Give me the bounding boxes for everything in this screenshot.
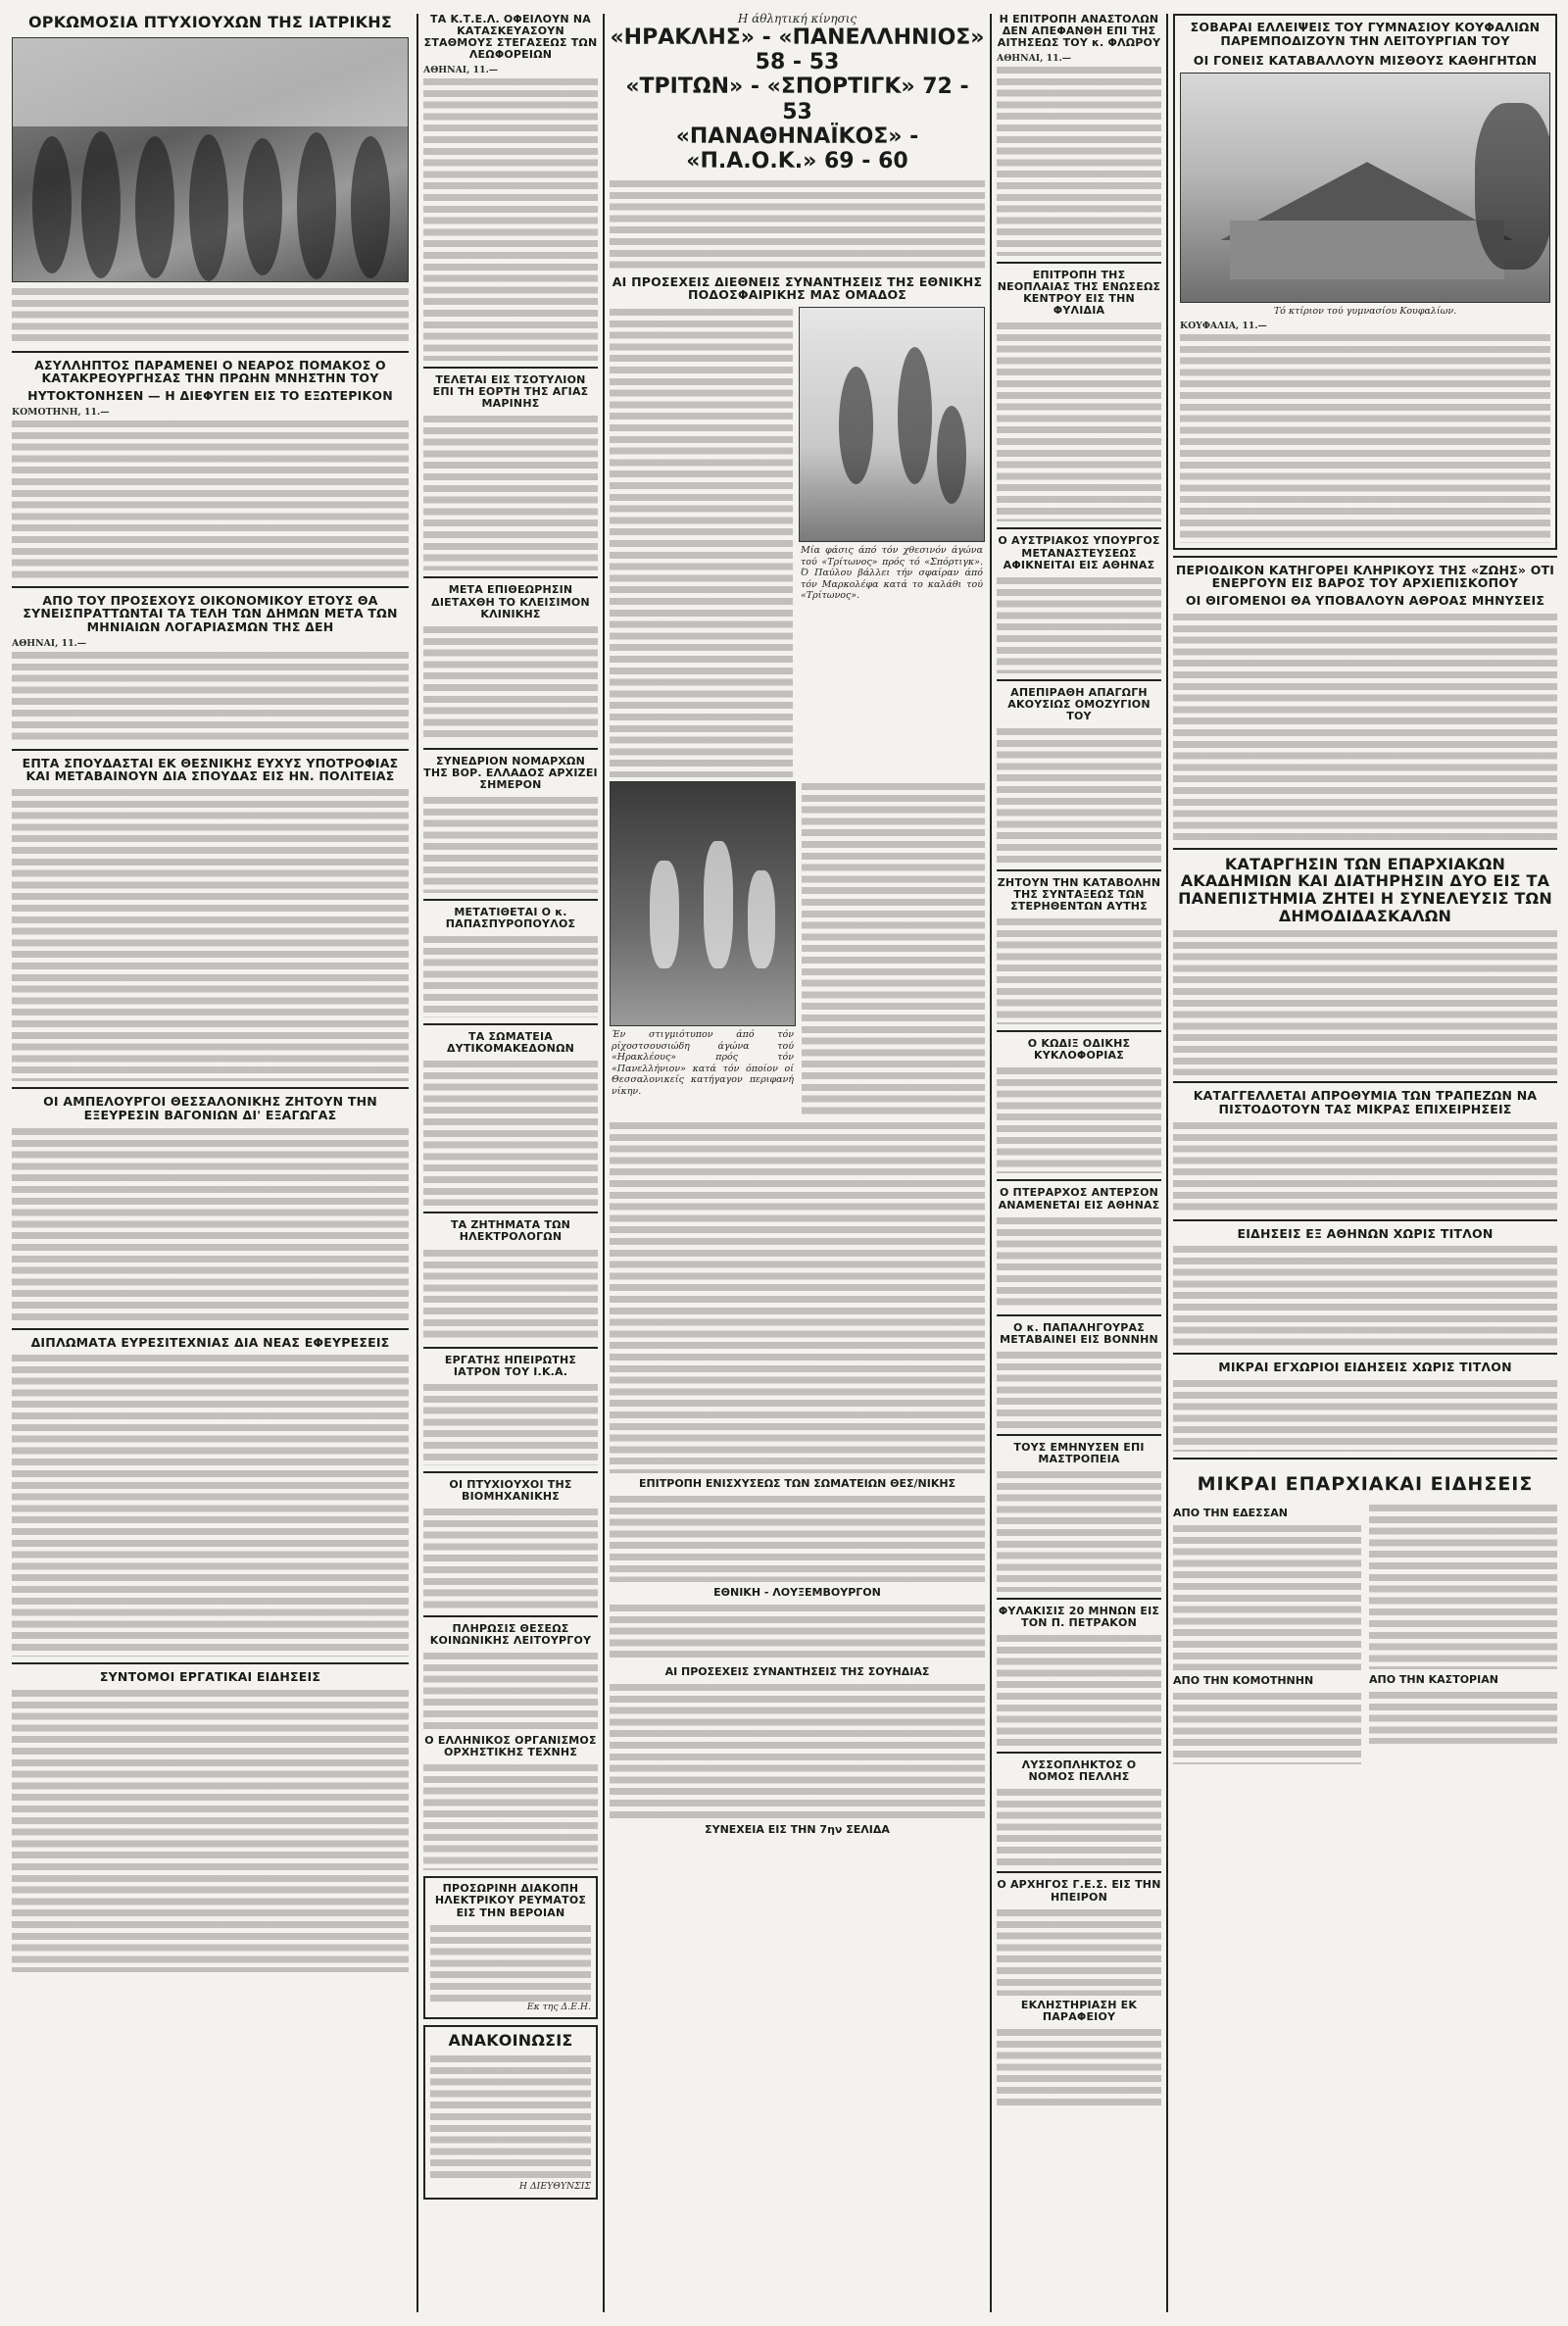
headline: ΑΠΟ ΤΟΥ ΠΡΟΣΕΧΟΥΣ ΟΙΚΟΝΟΜΙΚΟΥ ΕΤΟΥΣ ΘΑ ΣΥΝΕΙΣΠΡΑΤΤΩΝΤΑΙ ΤΑ ΤΕΛΗ ΤΩΝ ΔΗΜΩΝ ΜΕΤΑ ΤΩΝ ΜΗΝΙΑΙΩΝ ΛΟΓΑΡΙΑΣΜΩΝ ΤΗΣ ΔΕΗ (23, 592, 398, 635)
article-text (423, 76, 598, 361)
score-line: «ΤΡΙΤΩΝ» - «ΣΠΟΡΤΙΓΚ» 72 - 53 (625, 74, 969, 124)
subheadline: ΑΙ ΠΡΟΣΕΧΕΙΣ ΣΥΝΑΝΤΗΣΕΙΣ ΤΗΣ ΣΟΥΗΔΙΑΣ (664, 1665, 930, 1679)
article-text (12, 650, 409, 743)
column-1 (12, 14, 409, 1972)
subheadline: ΑΠΟ ΤΗΝ ΚΟΜΟΤΗΝΗΝ (1173, 1674, 1314, 1688)
article-text (1173, 1378, 1557, 1452)
headline: Ο ΑΥΣΤΡΙΑΚΟΣ ΥΠΟΥΡΓΟΣ ΜΕΤΑΝΑΣΤΕΥΣΕΩΣ ΑΦΙΚΝΕΙΤΑΙ ΕΙΣ ΑΘΗΝΑΣ (998, 534, 1160, 571)
headline: ΠΕΡΙΟΔΙΚΟΝ ΚΑΤΗΓΟΡΕΙ ΚΛΗΡΙΚΟΥΣ ΤΗΣ «ΖΩΗΣ» ΟΤΙ ΕΝΕΡΓΟΥΝ ΕΙΣ ΒΑΡΟΣ ΤΟΥ ΑΡΧΙΕΠΙΣΚΟΠΟΥ (1175, 562, 1555, 591)
article-text (1369, 1690, 1557, 1744)
column-4 (997, 14, 1161, 2105)
column-rule (603, 14, 605, 2312)
article-text (423, 624, 598, 742)
article-text (12, 1126, 409, 1322)
headline: ΣΟΒΑΡΑΙ ΕΛΛΕΙΨΕΙΣ ΤΟΥ ΓΥΜΝΑΣΙΟΥ ΚΟΥΦΑΛΙΩΝ ΠΑΡΕΜΠΟΔΙΖΟΥΝ ΤΗΝ ΛΕΙΤΟΥΡΓΙΑΝ ΤΟΥ (1190, 20, 1541, 48)
headline: ΔΙΠΛΩΜΑΤΑ ΕΥΡΕΣΙΤΕΧΝΙΑΣ ΔΙΑ ΝΕΑΣ ΕΦΕΥΡΕΣΕΙΣ (30, 1334, 390, 1350)
subheadline: ΑΠΟ ΤΗΝ ΕΔΕΣΣΑΝ (1173, 1507, 1288, 1520)
photo-caption (12, 286, 409, 345)
headline: ΑΣΥΛΛΗΠΤΟΣ ΠΑΡΑΜΕΝΕΙ Ο ΝΕΑΡΟΣ ΠΟΜΑΚΟΣ Ο ΚΑΤΑΚΡΕΟΥΡΓΗΣΑΣ ΤΗΝ ΠΡΩΗΝ ΜΝΗΣΤΗΝ ΤΟΥ (34, 357, 386, 386)
headline: ΜΕΤΑΤΙΘΕΤΑΙ Ο κ. ΠΑΠΑΣΠΥΡΟΠΟΥΛΟΣ (445, 906, 576, 931)
article-text (430, 1923, 591, 2002)
dateline: ΑΘΗΝΑΙ, 11.— (12, 637, 87, 649)
photo-caption: Μία φάσις άπό τόν χθεσινόν άγώνα τού «Τρίτωνος» πρός τό «Σπόρτιγκ». Ό Παύλου βάλλει τήν σφαίραν άπό τόν Μαρκολέφα κατά το καλάθι τού «Τρίτωνος». (801, 545, 983, 602)
article-text (997, 1633, 1161, 1746)
headline: Ο ΑΡΧΗΓΟΣ Γ.Ε.Σ. ΕΙΣ ΤΗΝ ΗΠΕΙΡΟΝ (997, 1878, 1161, 1904)
score-line: «ΗΡΑΚΛΗΣ» - «ΠΑΝΕΛΛΗΝΙΟΣ» 58 - 53 (610, 25, 985, 75)
article-text (997, 1350, 1161, 1428)
article-text (610, 178, 985, 272)
article-text (997, 1469, 1161, 1592)
headline: ΟΡΚΩΜΟΣΙΑ ΠΤΥΧΙΟΥΧΩΝ ΤΗΣ ΙΑΤΡΙΚΗΣ (27, 13, 392, 31)
continued-notice: ΣΥΝΕΧΕΙΑ ΕΙΣ ΤΗΝ 7ην ΣΕΛΙΔΑ (705, 1823, 890, 1837)
article-text (997, 726, 1161, 864)
article-text (610, 1120, 985, 1473)
article-text (1173, 1244, 1557, 1347)
article-text (1173, 1120, 1557, 1213)
headline: ΜΙΚΡΑΙ ΕΓΧΩΡΙΟΙ ΕΙΔΗΣΕΙΣ ΧΩΡΙΣ ΤΙΤΛΟΝ (1218, 1360, 1512, 1375)
basketball-photo (799, 307, 985, 542)
headline: ΛΥΣΣΟΠΛΗΚΤΟΣ Ο ΝΟΜΟΣ ΠΕΛΛΗΣ (1021, 1758, 1137, 1784)
headline: ΤΑ Κ.Τ.Ε.Λ. ΟΦΕΙΛΟΥΝ ΝΑ ΚΑΤΑΣΚΕΥΑΣΟΥΝ ΣΤΑΘΜΟΥΣ ΣΤΕΓΑΣΕΩΣ ΤΩΝ ΛΕΩΦΟΡΕΙΩΝ (423, 13, 598, 62)
feature-box (1173, 14, 1557, 550)
column-5 (1173, 14, 1557, 1764)
photo-caption: Έν στιγμιότυπον άπό τόν ρίχοστσουσιώδη άγώνα τού «Ηρακλέους» πρός τόν «Πανελλήνιον» κατά τόν όποίον οί Θεσσαλονικείς κατήγαγον περιφανή νίκην. (612, 1029, 794, 1097)
article-text (12, 1353, 409, 1657)
school-building-photo (1180, 73, 1550, 303)
article-text (997, 1787, 1161, 1865)
subheadline: ΕΠΙΤΡΟΠΗ ΕΝΙΣΧΥΣΕΩΣ ΤΩΝ ΣΩΜΑΤΕΙΩΝ ΘΕΣ/ΝΙΚΗΣ (638, 1477, 956, 1491)
photo-caption: Τό κτίριον τού γυμνασίου Κουφαλίων. (1273, 306, 1457, 318)
announcement-box (423, 2025, 598, 2199)
headline: ΟΙ ΓΟΝΕΙΣ ΚΑΤΑΒΑΛΛΟΥΝ ΜΙΣΘΟΥΣ ΚΑΘΗΓΗΤΩΝ (1193, 52, 1538, 68)
headline: ΣΥΝΕΔΡΙΟΝ ΝΟΜΑΡΧΩΝ ΤΗΣ ΒΟΡ. ΕΛΛΑΔΟΣ ΑΡΧΙΖΕΙ ΣΗΜΕΡΟΝ (423, 754, 598, 791)
article-text (430, 2054, 591, 2181)
article-text (423, 1507, 598, 1609)
headline: ΜΕΤΑ ΕΠΙΘΕΩΡΗΣΙΝ ΔΙΕΤΑΧΘΗ ΤΟ ΚΛΕΙΣΙΜΟΝ ΚΛΙΝΙΚΗΣ (431, 583, 590, 620)
column-3 (610, 14, 985, 1840)
dateline: ΑΘΗΝΑΙ, 11.— (997, 53, 1072, 65)
signature: Η ΔΙΕΥΘΥΝΣΙΣ (518, 2181, 591, 2192)
article-text (802, 781, 985, 1114)
column-rule (416, 14, 418, 2312)
headline: ΤΑ ΖΗΤΗΜΑΤΑ ΤΩΝ ΗΛΕΚΤΡΟΛΟΓΩΝ (450, 1218, 571, 1244)
article-text (610, 1682, 985, 1819)
article-text (423, 1762, 598, 1870)
headline: ΚΑΤΑΓΓΕΛΛΕΤΑΙ ΑΠΡΟΘΥΜΙΑ ΤΩΝ ΤΡΑΠΕΖΩΝ ΝΑ ΠΙΣΤΟΔΟΤΟΥΝ ΤΑΣ ΜΙΚΡΑΣ ΕΠΙΧΕΙΡΗΣΕΙΣ (1193, 1088, 1538, 1116)
headline: ΤΟΥΣ ΕΜΗΝΥΣΕΝ ΕΠΙ ΜΑΣΤΡΟΠΕΙΑ (1013, 1440, 1145, 1465)
notice-box (423, 1876, 598, 2019)
headline: ΤΑ ΣΩΜΑΤΕΙΑ ΔΥΤΙΚΟΜΑΚΕΔΟΝΩΝ (446, 1030, 575, 1056)
basketball-photo (610, 781, 796, 1026)
signature: Εκ της Δ.Ε.Η. (526, 2001, 591, 2012)
article-text (997, 321, 1161, 521)
article-text (610, 1494, 985, 1582)
article-text (610, 307, 793, 777)
article-text (423, 1059, 598, 1206)
article-text (423, 1651, 598, 1729)
article-text (1369, 1503, 1557, 1669)
article-text (1180, 332, 1550, 543)
article-text (1173, 1691, 1361, 1764)
article-text (12, 787, 409, 1081)
article-text (1173, 612, 1557, 842)
article-text (423, 1248, 598, 1341)
graduates-photo (12, 37, 409, 282)
article-text (997, 916, 1161, 1024)
subheadline: ΕΘΝΙΚΗ - ΛΟΥΞΕΜΒΟΥΡΓΟΝ (713, 1586, 881, 1600)
article-text (610, 1603, 985, 1661)
headline: ΑΠΕΠΙΡΑΘΗ ΑΠΑΓΩΓΗ ΑΚΟΥΣΙΩΣ ΟΜΟΖΥΓΙΟΝ ΤΟΥ (1007, 685, 1151, 722)
headline: ΗΥΤΟΚΤΟΝΗΣΕΝ — Η ΔΙΕΦΥΓΕΝ ΕΙΣ ΤΟ ΕΞΩΤΕΡΙΚΟΝ (27, 388, 393, 404)
headline: ΕΠΙΤΡΟΠΗ ΤΗΣ ΝΕΟΠΛΑΙΑΣ ΤΗΣ ΕΝΩΣΕΩΣ ΚΕΝΤΡΟΥ ΕΙΣ ΤΗΝ ΦΥΛΙΔΙΑ (997, 269, 1161, 318)
headline: ΟΙ ΘΙΓΟΜΕΝΟΙ ΘΑ ΥΠΟΒΑΛΟΥΝ ΑΘΡΟΑΣ ΜΗΝΥΣΕΙΣ (1185, 593, 1545, 609)
article-text (997, 65, 1161, 256)
dateline: ΚΟΥΦΑΛΙΑ, 11.— (1180, 320, 1267, 331)
article-text (423, 795, 598, 893)
score-line: «ΠΑΝΑΘΗΝΑΪΚΟΣ» - «Π.Α.Ο.Κ.» 69 - 60 (675, 124, 919, 174)
headline: Ο ΚΩΔΙΞ ΟΔΙΚΗΣ ΚΥΚΛΟΦΟΡΙΑΣ (1027, 1037, 1131, 1063)
headline: ΟΙ ΠΤΥΧΙΟΥΧΟΙ ΤΗΣ ΒΙΟΜΗΧΑΝΙΚΗΣ (449, 1477, 572, 1503)
headline: Η ΕΠΙΤΡΟΠΗ ΑΝΑΣΤΟΛΩΝ ΔΕΝ ΑΠΕΦΑΝΘΗ ΕΠΙ ΤΗΣ ΑΙΤΗΣΕΩΣ ΤΟΥ κ. ΦΛΩΡΟΥ (997, 13, 1161, 50)
article-text (997, 1215, 1161, 1309)
headline: Ο ΠΤΕΡΑΡΧΟΣ ΑΝΤΕΡΣΟΝ ΑΝΑΜΕΝΕΤΑΙ ΕΙΣ ΑΘΗΝΑΣ (998, 1186, 1160, 1212)
article-text (997, 575, 1161, 673)
column-rule (990, 14, 992, 2312)
headline: ΟΙ ΑΜΠΕΛΟΥΡΓΟΙ ΘΕΣΣΑΛΟΝΙΚΗΣ ΖΗΤΟΥΝ ΤΗΝ ΕΞΕΥΡΕΣΙΝ ΒΑΓΟΝΙΩΝ ΔΙ' ΕΞΑΓΩΓΑΣ (43, 1094, 377, 1122)
headline: ΕΠΤΑ ΣΠΟΥΔΑΣΤΑΙ ΕΚ ΘΕΣΝΙΚΗΣ ΕΥΧΥΣ ΥΠΟΤΡΟΦΙΑΣ ΚΑΙ ΜΕΤΑΒΑΙΝΟΥΝ ΔΙΑ ΣΠΟΥΔΑΣ ΕΙΣ ΗΝ. ΠΟΛΙΤΕΙΑΣ (22, 755, 399, 784)
headline: ΣΥΝΤΟΜΟΙ ΕΡΓΑΤΙΚΑΙ ΕΙΔΗΣΕΙΣ (99, 1669, 321, 1685)
article-text (423, 1382, 598, 1465)
article-text (997, 1065, 1161, 1173)
headline: ΖΗΤΟΥΝ ΤΗΝ ΚΑΤΑΒΟΛΗΝ ΤΗΣ ΣΥΝΤΑΞΕΩΣ ΤΩΝ ΣΤΕΡΗΘΕΝΤΩΝ ΑΥΤΗΣ (997, 876, 1161, 914)
section-title: ΜΙΚΡΑΙ ΕΠΑΡΧΙΑΚΑΙ ΕΙΔΗΣΕΙΣ (1197, 1473, 1534, 1496)
headline: ΤΕΛΕΤΑΙ ΕΙΣ ΤΣΟΤΥΛΙΟΝ ΕΠΙ ΤΗ ΕΟΡΤΗ ΤΗΣ ΑΓΙΑΣ ΜΑΡΙΝΗΣ (432, 373, 589, 411)
article-text (997, 1907, 1161, 1996)
headline: ΠΛΗΡΩΣΙΣ ΘΕΣΕΩΣ ΚΟΙΝΩΝΙΚΗΣ ΛΕΙΤΟΥΡΓΟΥ (429, 1621, 592, 1648)
article-text (1173, 1523, 1361, 1670)
column-rule (1166, 14, 1168, 2312)
article-text (423, 934, 598, 1017)
article-text (1173, 928, 1557, 1075)
headline: ΕΙΔΗΣΕΙΣ ΕΞ ΑΘΗΝΩΝ ΧΩΡΙΣ ΤΙΤΛΟΝ (1237, 1225, 1494, 1241)
headline: ΚΑΤΑΡΓΗΣΙΝ ΤΩΝ ΕΠΑΡΧΙΑΚΩΝ ΑΚΑΔΗΜΙΩΝ ΚΑΙ ΔΙΑΤΗΡΗΣΙΝ ΔΥΟ ΕΙΣ ΤΑ ΠΑΝΕΠΙΣΤΗΜΙΑ ΖΗΤΕΙ Η ΣΥΝΕΛΕΥΣΙΣ ΤΩΝ ΔΗΜΟΔΙΔΑΣΚΑΛΩΝ (1178, 854, 1552, 925)
subheadline: ΑΠΟ ΤΗΝ ΚΑΣΤΟΡΙΑΝ (1369, 1673, 1498, 1687)
article-text (12, 419, 409, 580)
headline: ΠΡΟΣΩΡΙΝΗ ΔΙΑΚΟΠΗ ΗΛΕΚΤΡΙΚΟΥ ΡΕΥΜΑΤΟΣ ΕΙΣ ΤΗΝ ΒΕΡΟΙΑΝ (434, 1882, 587, 1919)
headline: ΕΚΛΗΣΤΗΡΙΑΣΗ ΕΚ ΠΑΡΑΦΕΙΟΥ (1020, 1998, 1138, 2023)
headline: ΑΝΑΚΟΙΝΩΣΙΣ (448, 2031, 573, 2051)
section-kicker: Η άθλητική κίνησις (737, 12, 858, 25)
dateline: ΚΟΜΟΤΗΝΗ, 11.— (12, 406, 110, 418)
article-text (423, 414, 598, 570)
headline: ΦΥΛΑΚΙΣΙΣ 20 ΜΗΝΩΝ ΕΙΣ ΤΟΝ Π. ΠΕΤΡΑΚΟΝ (998, 1605, 1160, 1630)
dateline: ΑΘΗΝΑΙ, 11.— (423, 65, 499, 76)
column-2 (423, 14, 598, 2200)
article-text (997, 2027, 1161, 2105)
headline: Ο κ. ΠΑΠΑΛΗΓΟΥΡΑΣ ΜΕΤΑΒΑΙΝΕΙ ΕΙΣ ΒΟΝΝΗΝ (1000, 1320, 1158, 1346)
headline: ΕΡΓΑΤΗΣ ΗΠΕΙΡΩΤΗΣ ΙΑΤΡΟΝ ΤΟΥ Ι.Κ.Α. (444, 1353, 577, 1378)
headline: Ο ΕΛΛΗΝΙΚΟΣ ΟΡΓΑΝΙΣΜΟΣ ΟΡΧΗΣΤΙΚΗΣ ΤΕΧΝΗΣ (424, 1734, 597, 1759)
headline: ΑΙ ΠΡΟΣΕΧΕΙΣ ΔΙΕΘΝΕΙΣ ΣΥΝΑΝΤΗΣΕΙΣ ΤΗΣ ΕΘΝΙΚΗΣ ΠΟΔΟΣΦΑΙΡΙΚΗΣ ΜΑΣ ΟΜΑΔΟΣ (612, 273, 983, 303)
article-text (12, 1688, 409, 1972)
